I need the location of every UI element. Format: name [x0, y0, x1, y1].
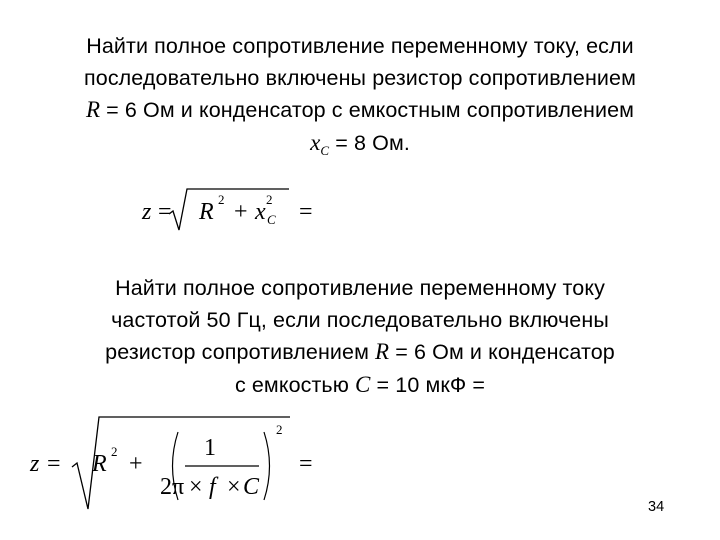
- problem-2-line-4-pre: с емкостью: [234, 372, 356, 397]
- formula-2-equals: =: [47, 451, 61, 477]
- formula-2-two-pi: 2π: [160, 474, 185, 500]
- problem-2-line-2: частотой 50 Гц, если последовательно включены: [111, 307, 609, 332]
- formula-1-plus: +: [234, 199, 248, 225]
- problem-1-line-3-rest: = 6 Ом и конденсатор с емкостным сопротивлением: [100, 98, 635, 122]
- var-x: x: [310, 129, 321, 155]
- formula-2-times-1: ×: [189, 474, 203, 500]
- problem-2-text: [0, 273, 720, 401]
- formula-1-R: R: [199, 199, 214, 225]
- formula-2-R: R: [92, 451, 107, 477]
- formula-2-C: C: [243, 474, 260, 500]
- impedance-formula-1: [142, 186, 342, 236]
- problem-2-line-4: [0, 369, 720, 402]
- problem-2-line-4-rest: = 10 мкФ =: [370, 372, 486, 397]
- formula-2-outer-exponent: 2: [276, 422, 283, 437]
- problem-2-line-3: [0, 336, 720, 369]
- var-R: R: [85, 97, 101, 122]
- formula-2-f: f: [209, 474, 216, 500]
- formula-1-tail-equals: =: [299, 199, 313, 225]
- formula-2-times-2: ×: [227, 474, 241, 500]
- problem-1-line-1: Найти полное сопротивление переменному току, если: [86, 34, 634, 58]
- formula-2-plus: +: [129, 451, 143, 477]
- formula-2-R-exponent: 2: [111, 444, 118, 459]
- formula-1-x-subscript: C: [267, 212, 276, 227]
- problem-1-line-4: [0, 127, 720, 162]
- problem-1-line-4-rest: = 8 Ом.: [329, 130, 410, 155]
- var-x-subscript: C: [320, 142, 330, 158]
- problem-2-line-1: Найти полное сопротивление переменному току: [115, 276, 605, 300]
- problem-1-line-2: последовательно включены резистор сопротивлением: [84, 65, 636, 90]
- problem-2-line-3-pre: резистор сопротивлением: [105, 340, 376, 364]
- formula-1-x: x: [255, 199, 266, 225]
- var-R-2: R: [375, 339, 390, 364]
- impedance-formula-2: [28, 410, 348, 520]
- formula-2-tail-equals: =: [299, 451, 313, 477]
- var-C: C: [355, 371, 371, 397]
- formula-1-R-exponent: 2: [218, 192, 225, 207]
- formula-1-x-exponent: 2: [266, 192, 273, 207]
- problem-1-line-3: [0, 94, 720, 127]
- problem-1-text: [0, 31, 720, 161]
- formula-1-equals: =: [158, 199, 172, 225]
- page-number: 34: [648, 499, 665, 515]
- formula-1-z: z: [142, 199, 152, 225]
- formula-2-z: z: [30, 451, 40, 477]
- problem-2-line-3-rest: = 6 Ом и конденсатор: [389, 340, 615, 364]
- formula-2-numerator: 1: [204, 435, 216, 461]
